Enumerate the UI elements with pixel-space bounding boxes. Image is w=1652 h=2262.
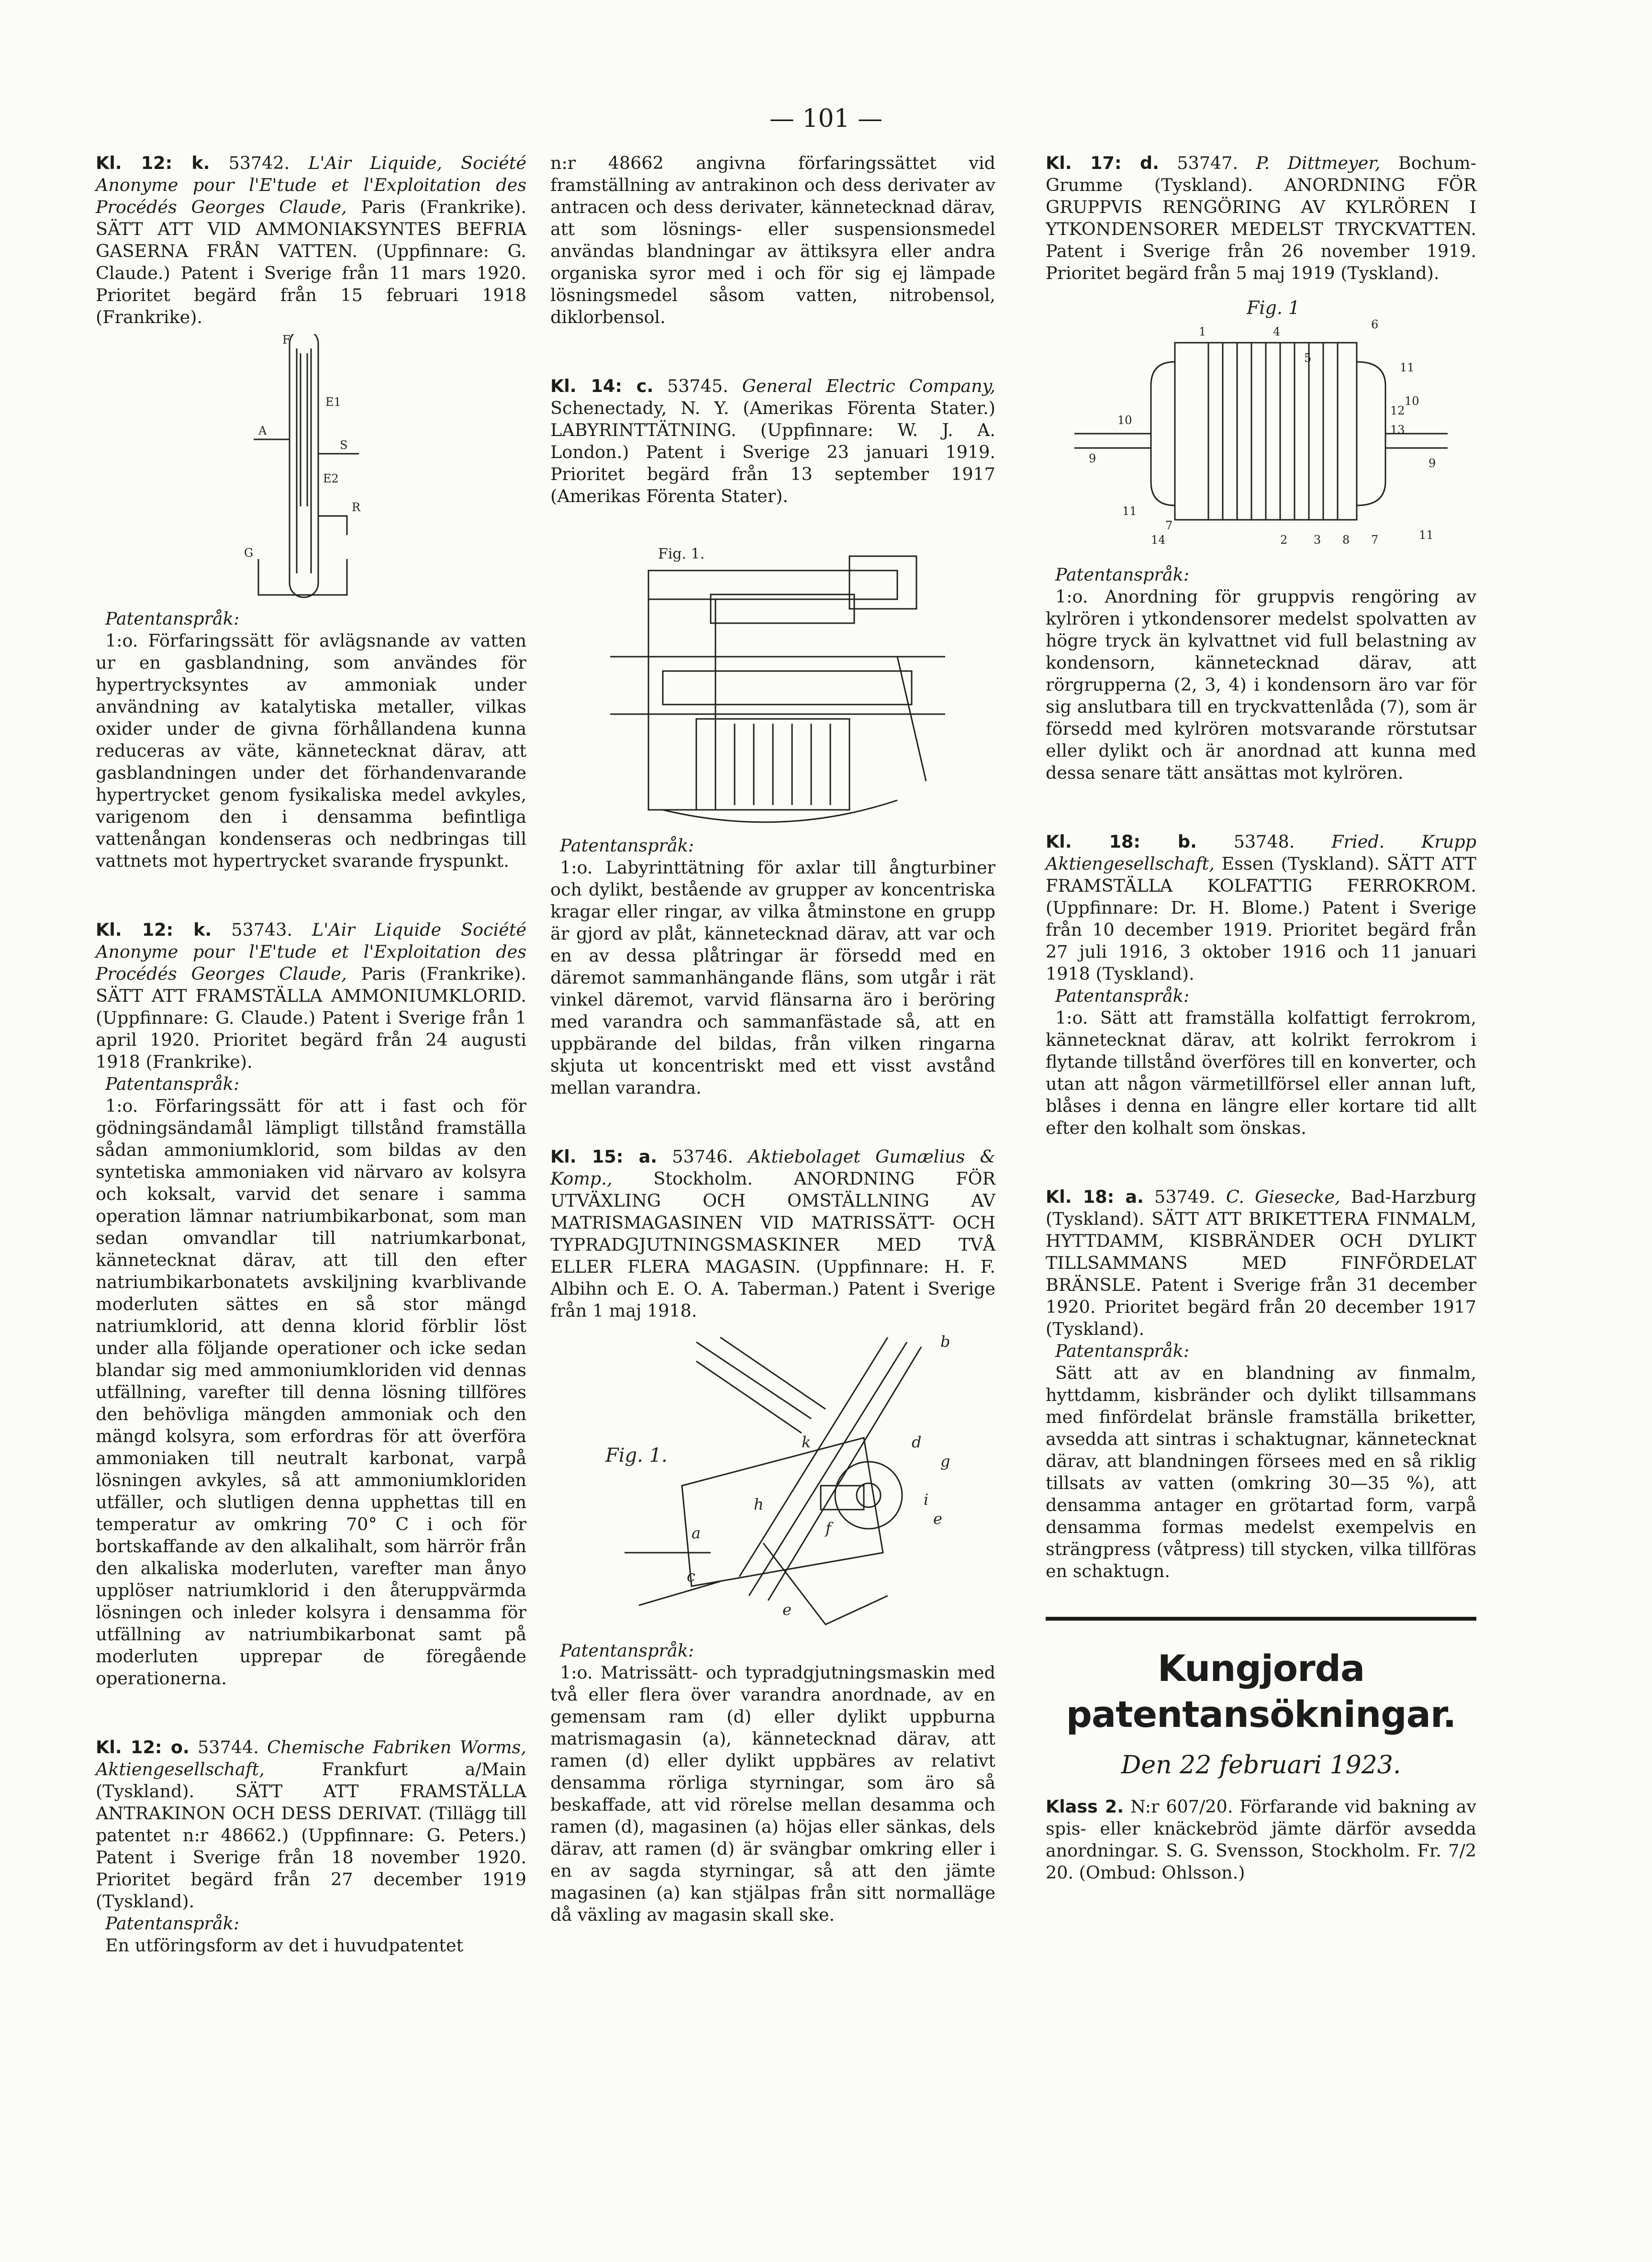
patent-details: Essen (Tyskland). SÄTT ATT FRAMSTÄLLA KOLFATTIG FERROKROM. (Uppfinnare: Dr. H. Blome.) Patent i Sverige från 10 december 1919. Prioritet begärd från 27 juli 1916, 3 oktober 1916 och 11 januari 1918 (Tyskland). <box>1046 853 1476 984</box>
figure-caption: Fig. 1 <box>1247 297 1300 318</box>
patent-entry-53746 <box>550 1146 995 1322</box>
patent-details: Frankfurt a/Main (Tyskland). SÄTT ATT FRAMSTÄLLA ANTRAKINON OCH DESS DERIVAT. (Tillägg till patentet n:r 48662.) (Uppfinnare: G. Peters.) Patent i Sverige från 18 november 1920. Prioritet begärd från 27 december 1919 (Tyskland). <box>96 1759 526 1912</box>
figure-label: 9 <box>1429 457 1436 470</box>
figure-label: 11 <box>1419 528 1434 542</box>
figure-label: 11 <box>1122 504 1137 518</box>
patent-number: 53744. <box>198 1737 259 1758</box>
patent-holder: C. Giesecke, <box>1226 1187 1340 1207</box>
class-label: Kl. 15: a. <box>550 1146 658 1167</box>
page-number: — 101 — <box>769 104 883 133</box>
claim-text: 1:o. Anordning för gruppvis rengöring av kylrören i ytkondensorer medelst spolvatten av högre tryck än kylvattnet vid full belastning av kondensorn, kännetecknad därav, att rörgrupperna (2, 3, 4) i kondensorn äro var för sig anslutbara till en tryckvattenlåda (7), som är försedd med kylrören motsvarande rörstutsar eller dylikt och är anordnad att kunna med dessa senare tätt ansättas mot kylrören. <box>1046 586 1476 783</box>
patent-entry-53747 <box>1046 152 1476 284</box>
figure-label: E2 <box>323 472 339 485</box>
patent-entry-53742 <box>96 152 526 328</box>
patent-number: 53743. <box>231 919 292 940</box>
patent-entry-53743 <box>96 919 526 1073</box>
section-divider <box>1046 1617 1476 1621</box>
class-label: Kl. 18: b. <box>1046 831 1197 852</box>
figure-label: g <box>940 1452 950 1470</box>
section-heading: Patentanspråk: <box>1055 564 1190 585</box>
section-heading: Patentanspråk: <box>560 1640 694 1661</box>
announcements-date: Den 22 februari 1923. <box>1121 1751 1401 1780</box>
figure-matrix-magazine <box>577 1328 969 1634</box>
claim-text: 1:o. Sätt att framställa kolfattigt ferrokrom, kännetecknat därav, att kolrikt ferrokrom i flytande tillstånd överföres till en konverter, och utan att någon värmetillförsel eller annan luft, blåses i denna en längre eller kortare tid allt efter den kolhalt som önskas. <box>1046 1008 1476 1138</box>
figure-label: 7 <box>1165 519 1173 532</box>
patent-entry-53749 <box>1046 1186 1476 1340</box>
figure-label: F <box>282 334 290 347</box>
claim-text: 1:o. Förfaringssätt för att i fast och för gödningsändamål lämpligt tillstånd framställa sådan ammoniumklorid, som bildas av den syntetiska ammoniaken vid närvaro av kolsyra och koksalt, varvid det senare i samma operation lämnar natriumbikarbonat, som man sedan omvandlar till natriumkarbonat, kännetecknat därav, att till den efter natriumbikarbonatets avskiljning kvarblivande moderluten sättes en så stor mängd natriumklorid, att denna klorid förblir löst under alla följande operationer och icke sedan blandar sig med ammoniumkloriden vid dennas utfällning, varefter till denna lösning tillföres den behövliga mängden ammoniak och den mängd kolsyra, som erfordras för att överföra ammoniaken till neutralt karbonat, varpå lösningen avkyles, så att ammoniumkloriden utfäller, och slutligen denna upphettas till en temperatur av omkring 70° C i och för bortskaffande av den alkalihalt, som härrör från den alkaliska moderluten, varefter man ånyo upplöser natriumklorid i den återuppvärmda lösningen och inleder kolsyra i densamma för utfällning av natriumbikarbonat samt på moderluten upprepar de föregående operationerna. <box>96 1096 526 1689</box>
patent-details: Schenectady, N. Y. (Amerikas Förenta Stater.) LABYRINTTÄTNING. (Uppfinnare: W. J. A. London.) Patent i Sverige 23 januari 1919. Prioritet begärd från 13 september 1917 (Amerikas Förenta Stater). <box>550 398 995 506</box>
column-left <box>96 152 526 1957</box>
figure-label: e <box>782 1601 792 1619</box>
patent-number: 53742. <box>228 153 290 173</box>
patent-entry-53745 <box>550 375 995 507</box>
figure-label: 5 <box>1304 351 1312 365</box>
continued-text: n:r 48662 angivna förfaringssättet vid framställning av antrakinon och dess derivater av antracen och dess derivater, kännetecknad därav, att som lösnings- eller suspensionsmedel användas blandningar av ättiksyra eller andra organiska syror med i och för sig ej lämpade lösningsmedel såsom vatten, nitrobensol, diklorbensol. <box>550 153 995 327</box>
claim-text: 1:o. Labyrinttätning för axlar till ångturbiner och dylikt, bestående av grupper av koncentriska kragar eller ringar, av vilka åtminstone en grupp är gjord av plåt, kännetecknad därav, att var och en av dessa plåtringar är försedd med en däremot sammanhängande fläns, som utgår i rät vinkel däremot, varvid flänsarna äro i beröring med varandra och sammanfästade så, att en uppbärande del bildas, från vilken ringarna skjuta ut koncentriskt med ett visst avstånd mellan varandra. <box>550 857 995 1098</box>
figure-label: i <box>924 1490 929 1509</box>
figure-label: e <box>933 1510 942 1528</box>
figure-label: c <box>687 1567 695 1585</box>
figure-label: 4 <box>1273 325 1281 338</box>
patent-holder: L'Air Liquide Société Anonyme pour l'E'tude et l'Exploitation des Procédés Georges Claude, <box>96 919 526 984</box>
class-label: Kl. 12: k. <box>96 919 212 940</box>
figure-label: a <box>692 1524 701 1542</box>
figure-ammonia-condenser <box>244 334 378 602</box>
claim-text: En utföringsform av det i huvudpatentet <box>105 1935 464 1956</box>
figure-label: 14 <box>1151 533 1166 547</box>
figure-label: 10 <box>1117 414 1132 427</box>
application-details: N:r 607/20. Förfarande vid bakning av spis- eller knäckebröd jämte därför avsedda anordningar. S. G. Svensson, Stockholm. Fr. 7/2 20. (Ombud: Ohlsson.) <box>1046 1796 1476 1883</box>
figure-label: E1 <box>325 395 341 409</box>
patent-holder: Aktiebolaget Gumælius & Komp., <box>550 1146 995 1189</box>
section-heading: Patentanspråk: <box>105 608 240 629</box>
patent-number: 53746. <box>672 1146 733 1167</box>
figure-label: 2 <box>1280 533 1288 547</box>
figure-label: d <box>912 1433 922 1451</box>
figure-caption: Fig. 1. <box>605 1445 668 1467</box>
patent-entry-53744 <box>96 1736 526 1913</box>
figure-label: 12 <box>1390 404 1405 417</box>
patent-holder: General Electric Company, <box>742 376 995 396</box>
section-heading: Patentanspråk: <box>560 835 694 856</box>
figure-label: S <box>340 438 348 452</box>
figure-label: h <box>754 1495 764 1513</box>
figure-label: 6 <box>1371 318 1379 331</box>
patent-entry-53748 <box>1046 831 1476 985</box>
figure-label: 3 <box>1314 533 1321 547</box>
patent-holder: Fried. Krupp Aktiengesellschaft, <box>1046 831 1476 874</box>
patent-number: 53747. <box>1177 153 1239 173</box>
section-heading: Patentanspråk: <box>105 1074 240 1094</box>
figure-label: f <box>826 1519 831 1537</box>
application-entry <box>1046 1796 1476 1884</box>
figure-label: b <box>940 1333 950 1351</box>
patent-holder: P. Dittmeyer, <box>1256 153 1381 173</box>
section-heading: Patentanspråk: <box>1055 985 1190 1006</box>
figure-label: 11 <box>1400 361 1415 374</box>
figure-label: 13 <box>1390 423 1405 437</box>
announcements-heading: Kungjorda patentansökningar. <box>1066 1647 1456 1736</box>
patent-number: 53748. <box>1233 831 1295 852</box>
figure-label: G <box>244 546 254 560</box>
figure-label: 10 <box>1405 394 1419 408</box>
patent-number: 53749. <box>1154 1187 1216 1207</box>
figure-label: R <box>352 501 361 514</box>
claim-text: 1:o. Förfaringssätt för avlägsnande av vatten ur en gasblandning, som användes för hypertrycksyntes av ammoniak under användning av katalytiska metaller, vilkas oxider under de givna förhållandena kunna reduceras av väte, kännetecknat därav, att gasblandningen under det förhandenvarande hypertrycket genom fysikaliska medel avkyles, varigenom den i densamma befintliga vattenångan kondenseras och nedbringas till vattnets mot hypertrycket svarande fryspunkt. <box>96 630 526 871</box>
figure-condenser-cleaning <box>1055 290 1467 558</box>
column-middle <box>550 152 995 1926</box>
patent-holder: Chemische Fabriken Worms, Aktiengesellschaft, <box>96 1737 526 1780</box>
column-right <box>1046 152 1476 1884</box>
class-label: Klass 2. <box>1046 1796 1124 1817</box>
figure-label: A <box>258 424 267 437</box>
figure-label: 8 <box>1342 533 1350 547</box>
section-heading: Patentanspråk: <box>105 1913 240 1934</box>
class-label: Kl. 12: k. <box>96 153 210 173</box>
patent-details: Bochum-Grumme (Tyskland). ANORDNING FÖR GRUPPVIS RENGÖRING AV KYLRÖREN I YTKONDENSORER MEDELST TRYCKVATTEN. Patent i Sverige från 26 november 1919. Prioritet begärd från 5 maj 1919 (Tyskland). <box>1046 153 1476 283</box>
class-label: Kl. 18: a. <box>1046 1187 1144 1207</box>
class-label: Kl. 12: o. <box>96 1737 190 1758</box>
patent-details: Paris (Frankrike). SÄTT ATT VID AMMONIAKSYNTES BEFRIA GASERNA FRÅN VATTEN. (Uppfinnare: G. Claude.) Patent i Sverige från 11 mars 1920. Prioritet begärd från 15 februari 1918 (Frankrike). <box>96 197 526 327</box>
figure-label: k <box>802 1433 811 1451</box>
figure-labyrinth-seal <box>591 513 955 829</box>
patent-number: 53745. <box>667 376 728 396</box>
figure-caption: Fig. 1. <box>658 546 705 562</box>
figure-label: 7 <box>1371 533 1379 547</box>
class-label: Kl. 14: c. <box>550 376 654 396</box>
patent-details: Stockholm. ANORDNING FÖR UTVÄXLING OCH OMSTÄLLNING AV MATRISMAGASINEN VID MATRISSÄTT- OCH TYPRADGJUTNINGSMASKINER MED TVÅ ELLER FLERA MAGASIN. (Uppfinnare: H. F. Albihn och E. O. A. Taberman.) Patent i Sverige från 1 maj 1918. <box>550 1168 995 1321</box>
class-label: Kl. 17: d. <box>1046 153 1160 173</box>
figure-label: 9 <box>1089 452 1096 465</box>
claim-text: 1:o. Matrissätt- och typradgjutningsmaskin med två eller flera över varandra anordnade, av en gemensam ram (d) eller dylikt uppburna matrismagasin (a), kännetecknad därav, att ramen (d) eller dylikt uppbäres av relativt densamma rörliga styrningar, som äro så beskaffade, att vid rörelse mellan desamma och ramen (d), magasinen (a) höjas eller sänkas, dels därav, att ramen (d) är svängbar omkring eller i en av sagda styrningar, så att den jämte magasinen (a) kan stjälpas från sitt normalläge då växling av magasin skall ske. <box>550 1662 995 1925</box>
patent-details: Paris (Frankrike). SÄTT ATT FRAMSTÄLLA AMMONIUMKLORID. (Uppfinnare: G. Claude.) Patent i Sverige från 1 april 1920. Prioritet begärd från 24 augusti 1918 (Frankrike). <box>96 963 526 1072</box>
patent-holder: L'Air Liquide, Société Anonyme pour l'E'tude et l'Exploitation des Procédés Georges Claude, <box>96 153 527 217</box>
section-heading: Patentanspråk: <box>1055 1341 1190 1361</box>
figure-label: 1 <box>1199 325 1206 338</box>
claim-text: Sätt att av en blandning av finmalm, hyttdamm, kisbränder och dylikt tillsammans med finfördelat bränsle framställa briketter, avsedda att sintras i schaktugnar, kännetecknat därav, att blandningen försees med en så riklig tillsats av vatten (omkring 30—35 %), att densamma antager en grötartad form, varpå densamma formas medelst exempelvis en strängpress (våtpress) till stycken, vilka tillföras en schaktugn. <box>1046 1363 1476 1581</box>
patent-details: Bad-Harzburg (Tyskland). SÄTT ATT BRIKETTERA FINMALM, HYTTDAMM, KISBRÄNDER OCH DYLIKT TILLSAMMANS MED FINFÖRDELAT BRÄNSLE. Patent i Sverige från 31 december 1920. Prioritet begärd från 20 december 1917 (Tyskland). <box>1046 1187 1477 1339</box>
